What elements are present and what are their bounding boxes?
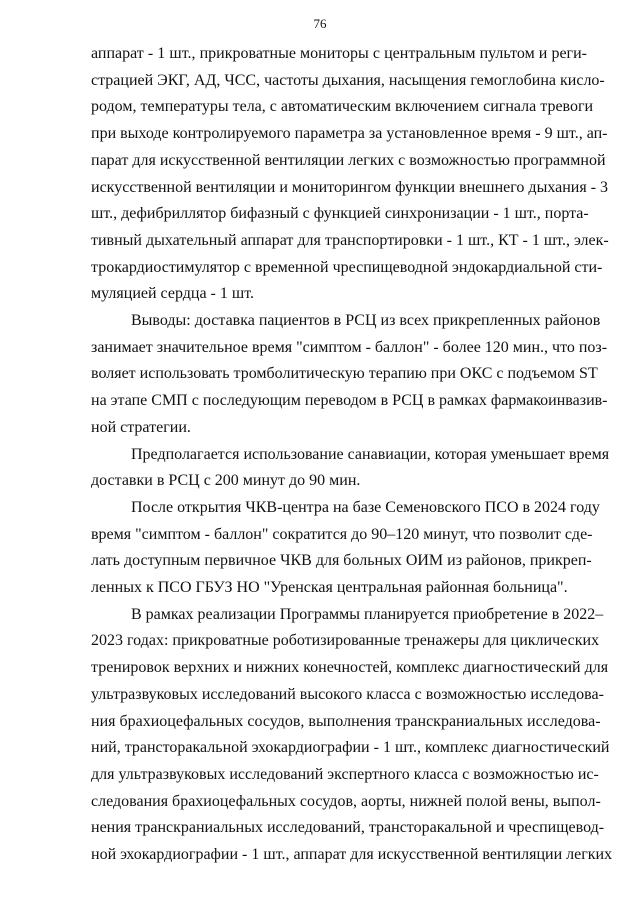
text-line: на этапе СМП с последующим переводом в РСЦ в рамках фармакоинвазив-: [91, 392, 608, 410]
paragraph-conclusions-line: Выводы: доставка пациентов в РСЦ из всех прикрепленных районов: [131, 312, 601, 330]
text-line: лать доступным первичное ЧКВ для больных ОИМ из районов, прикреп-: [91, 552, 592, 570]
text-line: трокардиостимулятор с временной чреспищеводной эндокардиальной сти-: [91, 258, 603, 276]
text-line: следования брахиоцефальных сосудов, аорты, нижней полой вены, выпол-: [91, 792, 601, 810]
paragraph-pci-center-line: После открытия ЧКВ-центра на базе Семеновского ПСО в 2024 году: [131, 498, 600, 516]
text-line: ультразвуковых исследований высокого класса с возможностью исследова-: [91, 685, 604, 703]
text-line: тренировок верхних и нижних конечностей, комплекс диагностический для: [91, 659, 609, 677]
text-line: шт., дефибриллятор бифазный с функцией синхронизации - 1 шт., порта-: [91, 205, 589, 223]
text-line: ний, трансторакальной эхокардиографии - 1 шт., комплекс диагностический: [91, 739, 610, 757]
text-line: парат для искусственной вентиляции легких с возможностью программной: [91, 151, 606, 169]
text-line: при выходе контролируемого параметра за установленное время - 9 шт., ап-: [91, 125, 608, 143]
text-line: время "симптом - баллон" сократится до 90–120 минут, что позволит сде-: [91, 525, 593, 543]
text-line: аппарат - 1 шт., прикроватные мониторы с центральным пультом и реги-: [91, 45, 587, 62]
text-line: страцией ЭКГ, АД, ЧСС, частоты дыхания, насыщения гемоглобина кисло-: [91, 71, 605, 89]
text-line: искусственной вентиляции и мониторингом функции внешнего дыхания - 3: [91, 178, 609, 196]
text-line: родом, температуры тела, с автоматическим включением сигнала тревоги: [91, 98, 594, 116]
text-line: 2023 годах: прикроватные роботизированные тренажеры для циклических: [91, 632, 600, 650]
text-line: тивный дыхательный аппарат для транспортировки - 1 шт., КТ - 1 шт., элек-: [91, 231, 609, 249]
paragraph-program-line: В рамках реализации Программы планируется приобретение в 2022–: [131, 605, 604, 623]
page-number: 76: [313, 16, 327, 31]
document-body: [91, 41, 613, 869]
text-line: доставки в РСЦ с 200 минут до 90 мин.: [91, 472, 361, 490]
text-line: воляет использовать тромболитическую терапию при ОКС с подъемом ST: [91, 365, 598, 383]
paragraph-sanaviation-line: Предполагается использование санавиации, которая уменьшает время: [131, 445, 610, 463]
text-line: занимает значительное время "симптом - баллон" - более 120 мин., что поз-: [91, 338, 608, 356]
text-line: муляцией сердца - 1 шт.: [91, 285, 254, 303]
text-line: ной стратегии.: [91, 418, 191, 436]
text-line: ной эхокардиографии - 1 шт., аппарат для искусственной вентиляции легких: [91, 846, 613, 864]
text-line: нения транскраниальных исследований, трансторакальной и чреспищевод-: [91, 819, 605, 837]
text-line: для ультразвуковых исследований экспертного класса с возможностью ис-: [91, 765, 599, 783]
text-line: ленных к ПСО ГБУЗ НО "Уренская центральная районная больница".: [91, 579, 568, 597]
text-line: ния брахиоцефальных сосудов, выполнения транскраниальных исследова-: [91, 712, 601, 730]
